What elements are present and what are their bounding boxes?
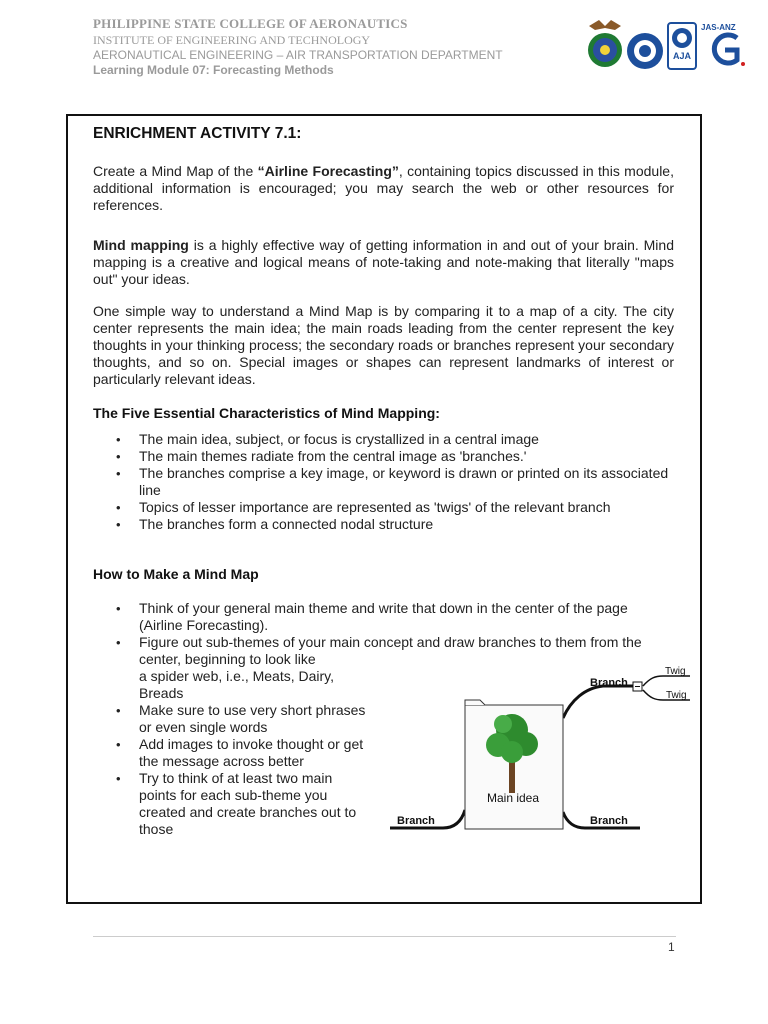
department-name: AERONAUTICAL ENGINEERING – AIR TRANSPORTATION DEPARTMENT	[93, 48, 503, 62]
main-idea-label: Main idea	[486, 791, 540, 805]
list-item: • The main themes radiate from the central image as 'branches.'	[116, 448, 676, 465]
list-item-line: a spider web, i.e., Meats, Dairy, Breads	[139, 668, 335, 701]
college-seal-logo	[585, 18, 625, 70]
branch-line-top	[563, 686, 635, 718]
main-idea-tab	[465, 700, 485, 705]
list-item-line: Figure out sub-themes of your main concept and draw branches to them from the center, beginning to look like	[139, 634, 642, 667]
mind-mapping-text: is a highly effective way of getting information in and out of your brain. Mind mapping is a creative and logical means of note-taking and note-making that literally "maps out" your ideas.	[93, 237, 674, 287]
tree-foliage	[501, 741, 523, 763]
branch-label-right: Branch	[590, 815, 628, 827]
mind-mapping-definition	[93, 237, 674, 288]
list-item: • Topics of lesser importance are represented as 'twigs' of the relevant branch	[116, 499, 676, 516]
characteristics-heading: The Five Essential Characteristics of Mind Mapping:	[93, 405, 440, 421]
twig-label-top: Twig	[665, 666, 686, 677]
footer-divider	[93, 936, 676, 937]
module-title: Learning Module 07: Forecasting Methods	[93, 63, 334, 77]
mind-map-diagram	[385, 660, 705, 840]
document-header	[93, 16, 563, 77]
jas-anz-logo-text: JAS-ANZ	[701, 23, 736, 32]
header-logos	[585, 18, 750, 73]
intro-prefix: Create a Mind Map of the	[93, 163, 258, 179]
branch-label-top: Branch	[590, 677, 628, 689]
twig-line-top	[643, 676, 690, 686]
list-item: • Try to think of at least two main points for each sub-theme you created and create branches out to those	[116, 770, 366, 838]
how-to-heading: How to Make a Mind Map	[93, 566, 259, 582]
list-item: • The branches comprise a key image, or keyword is drawn or printed on its associated line	[116, 465, 676, 499]
characteristics-list	[116, 431, 676, 533]
list-item: • The main idea, subject, or focus is crystallized in a central image	[116, 431, 676, 448]
aja-cert-logo	[667, 22, 697, 70]
page-number: 1	[668, 940, 675, 954]
tree-foliage	[494, 715, 512, 733]
list-item: • Add images to invoke thought or get the message across better	[116, 736, 366, 770]
activity-title: ENRICHMENT ACTIVITY 7.1:	[93, 125, 302, 142]
college-name: PHILIPPINE STATE COLLEGE OF AERONAUTICS	[93, 16, 408, 31]
jas-anz-logo	[699, 20, 749, 68]
list-item: • Think of your general main theme and write that down in the center of the page (Airline Forecasting).	[116, 600, 661, 634]
intro-topic: “Airline Forecasting”	[257, 163, 399, 179]
list-item: • The branches form a connected nodal structure	[116, 516, 676, 533]
iso-cert-logo	[626, 32, 664, 70]
aja-logo-text: AJA	[672, 51, 692, 61]
activity-intro	[93, 163, 674, 214]
city-analogy-paragraph: One simple way to understand a Mind Map is by comparing it to a map of a city. The city center represents the main idea; the main roads leading from the center represent the key thoughts in your thinking process; the secondary roads or branches represent your secondary thoughts, and so on. Special images or shapes can represent landmarks of interest or particularly relevant ideas.	[93, 303, 674, 387]
institute-name: INSTITUTE OF ENGINEERING AND TECHNOLOGY	[93, 33, 371, 47]
mind-mapping-term: Mind mapping	[93, 237, 189, 253]
branch-label-left: Branch	[397, 815, 435, 827]
list-item: • Make sure to use very short phrases or even single words	[116, 702, 366, 736]
twig-label-bottom: Twig	[666, 690, 687, 701]
intro-suffix: , containing topics discussed in this module, additional information is encouraged; you may search the web or other resources for references.	[93, 163, 674, 213]
